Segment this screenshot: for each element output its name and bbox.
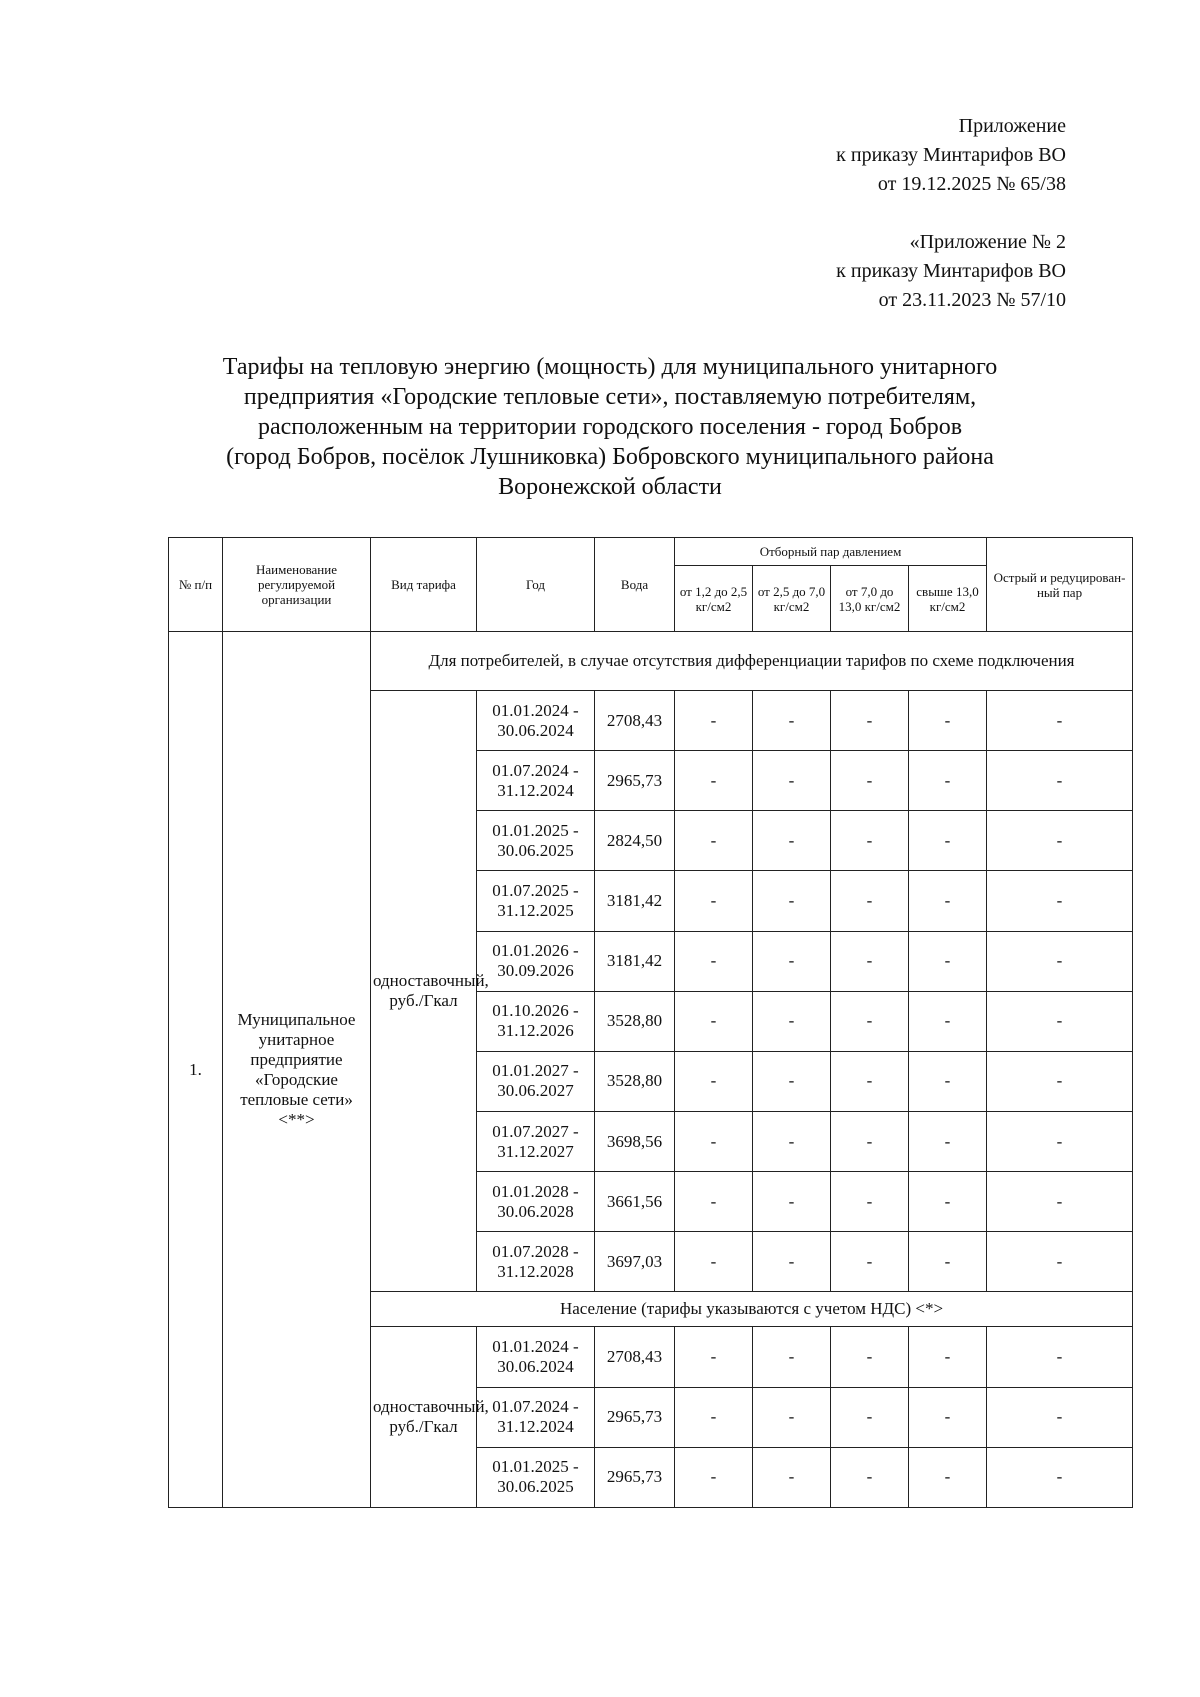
- period-end: 30.06.2024: [497, 720, 574, 740]
- period-start: 01.07.2028 -: [492, 1241, 579, 1261]
- water-value: 3181,42: [595, 931, 675, 991]
- empty-value: -: [675, 1051, 753, 1111]
- period-end: 31.12.2027: [497, 1141, 574, 1161]
- appendix-line: от 23.11.2023 № 57/10: [878, 289, 1066, 311]
- empty-value: -: [831, 931, 909, 991]
- header-sharp-steam: Острый и редуцирован-ный пар: [987, 538, 1133, 632]
- document-title: [160, 352, 1060, 502]
- empty-value: -: [831, 1232, 909, 1292]
- empty-value: -: [753, 991, 831, 1051]
- empty-value: -: [831, 1172, 909, 1232]
- period-start: 01.01.2028 -: [492, 1181, 579, 1201]
- period-start: 01.10.2026 -: [492, 1001, 579, 1021]
- empty-value: -: [675, 931, 753, 991]
- water-value: 3661,56: [595, 1172, 675, 1232]
- empty-value: -: [831, 1051, 909, 1111]
- appendix-line: «Приложение № 2: [909, 231, 1066, 253]
- water-value: 2708,43: [595, 1327, 675, 1387]
- empty-value: -: [909, 871, 987, 931]
- period-cell: [477, 811, 595, 871]
- section-title: Население (тарифы указываются с учетом НДС) <*>: [371, 1292, 1133, 1327]
- empty-value: -: [909, 1387, 987, 1447]
- title-line: предприятия «Городские тепловые сети», поставляемую потребителям,: [243, 384, 977, 410]
- period-cell: [477, 1232, 595, 1292]
- title-line: Тарифы на тепловую энергию (мощность) для муниципального унитарного: [222, 354, 998, 380]
- empty-value: -: [753, 1387, 831, 1447]
- header-year: Год: [477, 538, 595, 632]
- empty-value: -: [831, 1387, 909, 1447]
- empty-value: -: [909, 1447, 987, 1507]
- period-start: 01.01.2024 -: [492, 700, 579, 720]
- empty-value: -: [831, 811, 909, 871]
- period-cell: [477, 1112, 595, 1172]
- period-cell: [477, 871, 595, 931]
- water-value: 3697,03: [595, 1232, 675, 1292]
- empty-value: -: [987, 1112, 1133, 1172]
- water-value: 3528,80: [595, 1051, 675, 1111]
- empty-value: -: [753, 1447, 831, 1507]
- title-line: расположенным на территории городского поселения - город Бобров: [257, 414, 963, 440]
- header-water: Вода: [595, 538, 675, 632]
- water-value: 2965,73: [595, 751, 675, 811]
- header-pressure-2: от 2,5 до 7,0 кг/см2: [753, 566, 831, 632]
- period-cell: [477, 1051, 595, 1111]
- period-end: 31.12.2024: [497, 1417, 574, 1437]
- empty-value: -: [675, 1327, 753, 1387]
- empty-value: -: [909, 691, 987, 751]
- header-organization: Наименование регулируемой организации: [223, 538, 371, 632]
- empty-value: -: [909, 751, 987, 811]
- empty-value: -: [675, 991, 753, 1051]
- empty-value: -: [987, 1327, 1133, 1387]
- organization-name: Муниципальное унитарное предприятие «Городские тепловые сети» <**>: [223, 632, 371, 1508]
- period-end: 30.06.2027: [497, 1081, 574, 1101]
- empty-value: -: [909, 1112, 987, 1172]
- table-body: [169, 632, 1133, 1508]
- empty-value: -: [909, 1051, 987, 1111]
- water-value: 2965,73: [595, 1447, 675, 1507]
- section-title: Для потребителей, в случае отсутствия дифференциации тарифов по схеме подключения: [371, 632, 1133, 691]
- header-pressure-1: от 1,2 до 2,5 кг/см2: [675, 566, 753, 632]
- period-start: 01.01.2025 -: [492, 820, 579, 840]
- header-steam-group: Отборный пар давлением: [675, 538, 987, 566]
- empty-value: -: [909, 1172, 987, 1232]
- period-start: 01.01.2027 -: [492, 1061, 579, 1081]
- title-line: Воронежской области: [498, 474, 722, 500]
- appendix-current-order: [836, 112, 1066, 199]
- empty-value: -: [909, 931, 987, 991]
- period-end: 30.06.2025: [497, 1477, 574, 1497]
- water-value: 2824,50: [595, 811, 675, 871]
- empty-value: -: [753, 751, 831, 811]
- empty-value: -: [909, 991, 987, 1051]
- empty-value: -: [753, 1232, 831, 1292]
- row-number: 1.: [169, 632, 223, 1508]
- empty-value: -: [675, 1232, 753, 1292]
- period-end: 30.09.2026: [497, 961, 574, 981]
- appendix-line: к приказу Минтарифов ВО: [836, 260, 1066, 282]
- empty-value: -: [987, 1232, 1133, 1292]
- tariff-type: одноставочный, руб./Гкал: [371, 691, 477, 1292]
- period-start: 01.07.2025 -: [492, 881, 579, 901]
- empty-value: -: [675, 1447, 753, 1507]
- water-value: 2708,43: [595, 691, 675, 751]
- empty-value: -: [831, 1447, 909, 1507]
- period-end: 31.12.2028: [497, 1261, 574, 1281]
- empty-value: -: [753, 931, 831, 991]
- water-value: 3181,42: [595, 871, 675, 931]
- period-cell: [477, 1172, 595, 1232]
- period-end: 31.12.2026: [497, 1021, 574, 1041]
- period-end: 30.06.2028: [497, 1201, 574, 1221]
- empty-value: -: [987, 691, 1133, 751]
- empty-value: -: [753, 1051, 831, 1111]
- period-cell: [477, 1387, 595, 1447]
- empty-value: -: [675, 751, 753, 811]
- period-start: 01.07.2027 -: [492, 1121, 579, 1141]
- empty-value: -: [831, 871, 909, 931]
- period-end: 31.12.2025: [497, 901, 574, 921]
- empty-value: -: [675, 811, 753, 871]
- empty-value: -: [753, 1112, 831, 1172]
- empty-value: -: [753, 811, 831, 871]
- empty-value: -: [987, 1387, 1133, 1447]
- period-cell: [477, 1447, 595, 1507]
- tariff-table: [168, 537, 1133, 1508]
- water-value: 2965,73: [595, 1387, 675, 1447]
- empty-value: -: [987, 751, 1133, 811]
- period-start: 01.07.2024 -: [492, 1397, 579, 1417]
- period-cell: [477, 751, 595, 811]
- period-end: 31.12.2024: [497, 780, 574, 800]
- period-cell: [477, 691, 595, 751]
- empty-value: -: [909, 1232, 987, 1292]
- empty-value: -: [831, 1327, 909, 1387]
- empty-value: -: [831, 751, 909, 811]
- appendix-original-order: [836, 228, 1066, 315]
- empty-value: -: [987, 1172, 1133, 1232]
- appendix-line: от 19.12.2025 № 65/38: [877, 173, 1066, 195]
- period-cell: [477, 931, 595, 991]
- empty-value: -: [831, 1112, 909, 1172]
- period-cell: [477, 1327, 595, 1387]
- period-start: 01.01.2025 -: [492, 1457, 579, 1477]
- tariff-type: одноставочный, руб./Гкал: [371, 1327, 477, 1508]
- header-num: № п/п: [169, 538, 223, 632]
- period-end: 30.06.2025: [497, 840, 574, 860]
- empty-value: -: [987, 931, 1133, 991]
- empty-value: -: [831, 691, 909, 751]
- empty-value: -: [753, 691, 831, 751]
- empty-value: -: [909, 1327, 987, 1387]
- empty-value: -: [675, 691, 753, 751]
- empty-value: -: [987, 991, 1133, 1051]
- header-pressure-3: от 7,0 до 13,0 кг/см2: [831, 566, 909, 632]
- water-value: 3528,80: [595, 991, 675, 1051]
- empty-value: -: [831, 991, 909, 1051]
- appendix-line: Приложение: [958, 115, 1066, 137]
- empty-value: -: [753, 1327, 831, 1387]
- empty-value: -: [753, 871, 831, 931]
- appendix-line: к приказу Минтарифов ВО: [836, 144, 1066, 166]
- empty-value: -: [675, 1112, 753, 1172]
- empty-value: -: [987, 1447, 1133, 1507]
- title-line: (город Бобров, посёлок Лушниковка) Бобровского муниципального района: [226, 444, 994, 470]
- header-pressure-4: свыше 13,0 кг/см2: [909, 566, 987, 632]
- empty-value: -: [987, 811, 1133, 871]
- period-start: 01.07.2024 -: [492, 760, 579, 780]
- empty-value: -: [987, 1051, 1133, 1111]
- empty-value: -: [753, 1172, 831, 1232]
- period-start: 01.01.2026 -: [492, 941, 579, 961]
- period-end: 30.06.2024: [497, 1357, 574, 1376]
- period-start: 01.01.2024 -: [492, 1337, 579, 1356]
- empty-value: -: [987, 871, 1133, 931]
- empty-value: -: [675, 1172, 753, 1232]
- period-cell: [477, 991, 595, 1051]
- empty-value: -: [909, 811, 987, 871]
- header-tariff-type: Вид тарифа: [371, 538, 477, 632]
- section-header-row: [169, 632, 1133, 691]
- empty-value: -: [675, 1387, 753, 1447]
- water-value: 3698,56: [595, 1112, 675, 1172]
- empty-value: -: [675, 871, 753, 931]
